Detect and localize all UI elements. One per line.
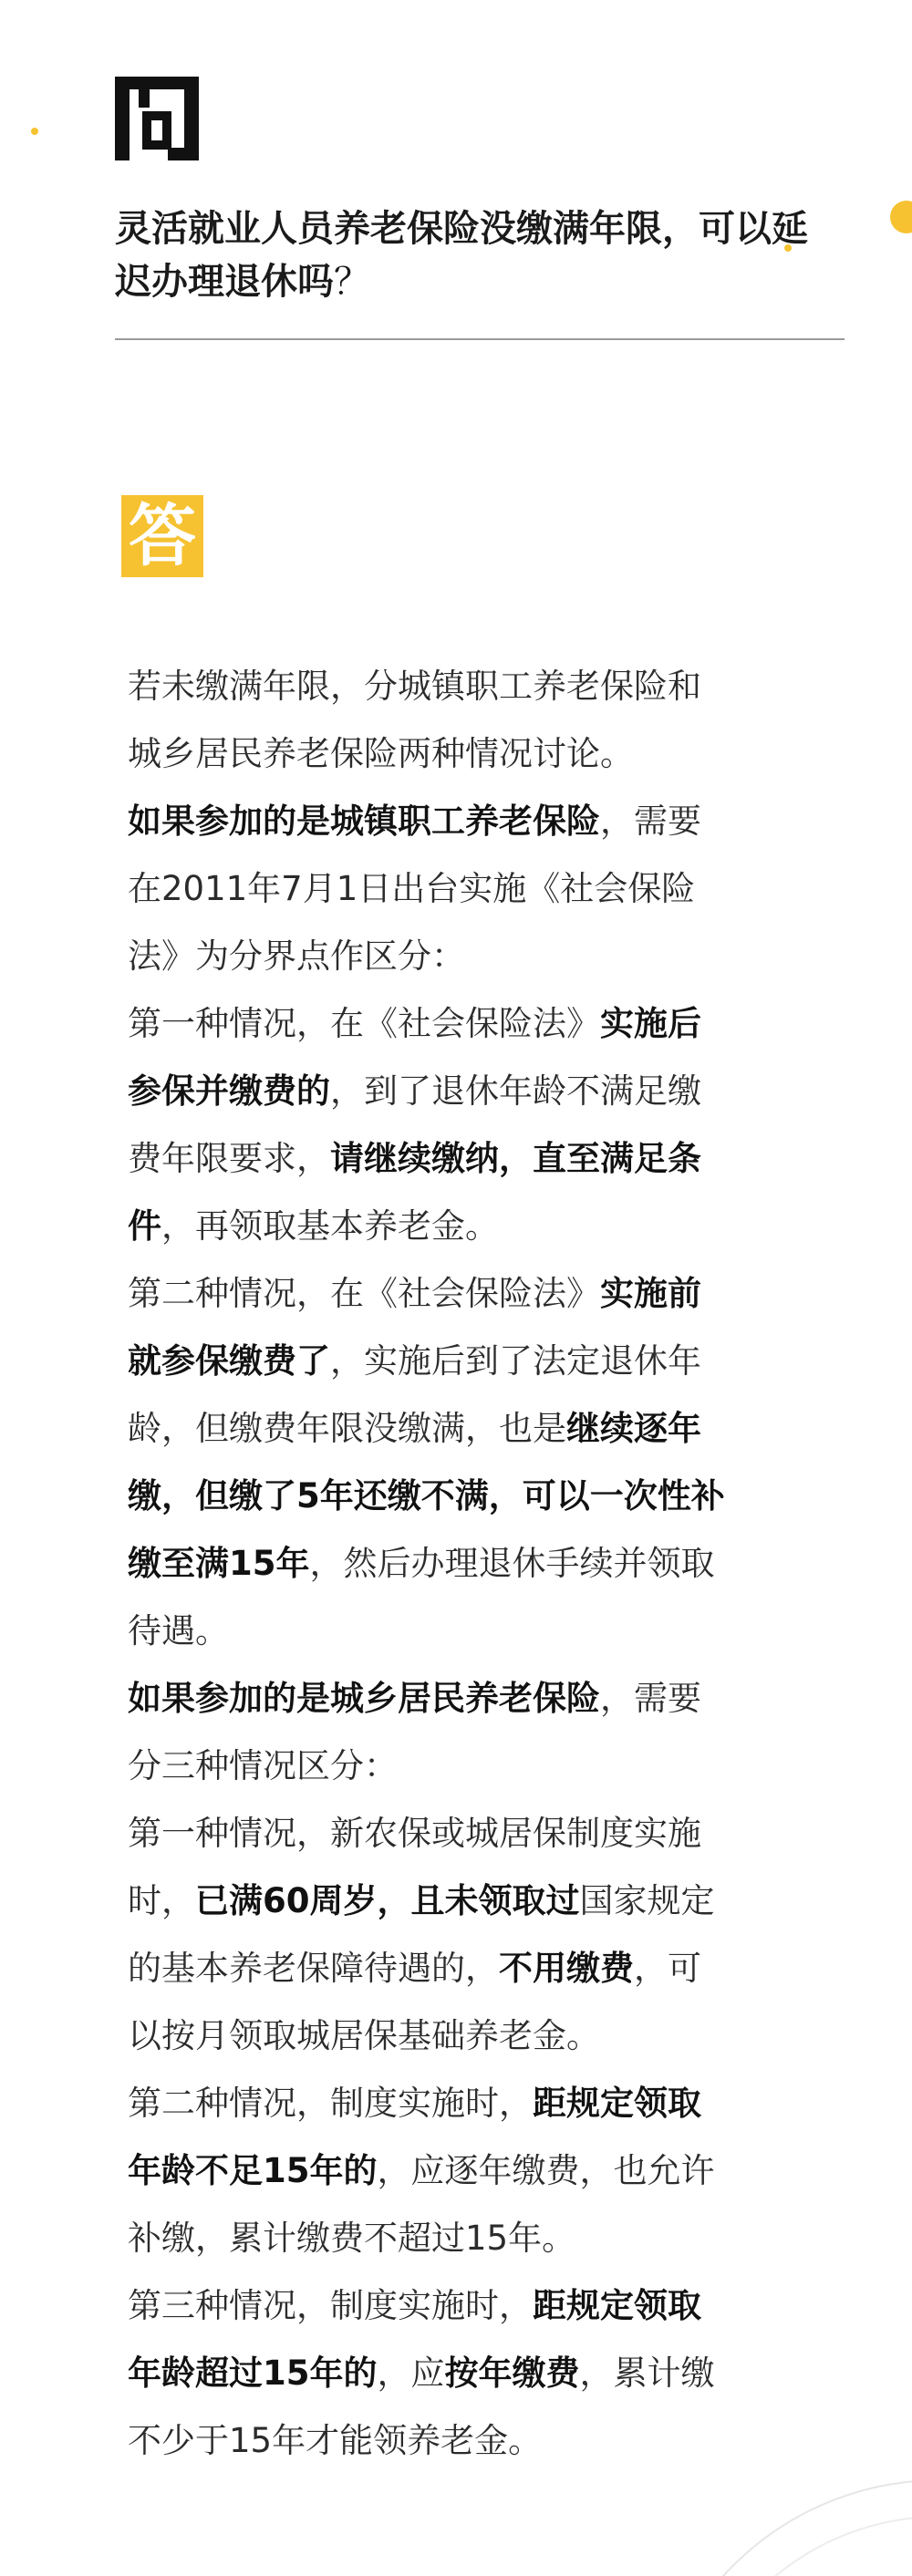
text-run: 第二种情况，制度实施时，	[128, 2084, 533, 2123]
bold-run: 不用缴费	[499, 1949, 634, 1988]
answer-badge: 答	[121, 495, 203, 577]
text-run: 第二种情况，在《社会保险法》	[128, 1274, 600, 1313]
text-run: 若未缴满年限，分城镇职工养老保险和城乡居民养老保险两种情况讨论。	[128, 667, 701, 773]
bold-run: 实施前就参保缴费了	[128, 1274, 701, 1381]
decor-dot	[31, 128, 38, 135]
text-run: ，再领取基本养老金。	[161, 1206, 499, 1246]
divider	[115, 338, 845, 340]
text-run: ，应逐年缴费，也允许补缴，累计缴费不超过15年。	[128, 2151, 715, 2258]
text-run: 第一种情况，在《社会保险法》	[128, 1004, 600, 1043]
answer-paragraph	[128, 788, 730, 990]
decor-dot	[890, 201, 912, 233]
text-run: ，应	[377, 2354, 445, 2393]
text-run: 第一种情况，新农保或城居保制度实施时，	[128, 1814, 701, 1920]
bold-run: 距规定领取年龄不足15年的	[128, 2084, 701, 2190]
text-run: ，需要在2011年7月1日出台实施《社会保险法》为分界点作区分：	[128, 802, 701, 976]
question-mark: ？	[334, 261, 370, 303]
question-title	[115, 202, 808, 308]
bold-run: 距规定领取年龄超过15年的	[128, 2286, 701, 2393]
bold-run: 已满60周岁，且未领取过	[195, 1881, 580, 1920]
text-run: ，然后办理退休手续并领取待遇。	[128, 1544, 715, 1650]
text-run: ，实施后到了法定退休年龄，但缴费年限没缴满，也是	[128, 1341, 701, 1448]
text-run: ，可以按月领取城居保基础养老金。	[128, 1949, 701, 2055]
text-run: ，需要分三种情况区分：	[128, 1679, 701, 1785]
question-text: 灵活就业人员养老保险没缴满年限，可以延迟办理退休吗	[115, 208, 808, 303]
bold-run: 如果参加的是城镇职工养老保险	[128, 802, 600, 841]
text-run: ，累计缴不少于15年才能领养老金。	[128, 2354, 715, 2460]
text-run: ，到了退休年龄不满足缴费年限要求，	[128, 1071, 701, 1178]
bold-run: 继续逐年缴，但缴了5年还缴不满，可以一次性补缴至满15年	[128, 1409, 725, 1583]
answer-paragraph	[128, 2070, 730, 2272]
answer-paragraph	[128, 1800, 730, 2070]
text-run: 第三种情况，制度实施时，	[128, 2286, 533, 2325]
bold-run: 按年缴费	[444, 2354, 580, 2393]
question-glyph-icon	[115, 77, 199, 160]
decor-arc	[638, 2407, 912, 2576]
answer-paragraph	[128, 653, 730, 788]
bold-run: 如果参加的是城乡居民养老保险	[128, 1679, 600, 1718]
answer-paragraph	[128, 990, 730, 1260]
text-run: 国家规定的基本养老保障待遇的，	[128, 1881, 715, 1988]
bold-run: 实施后参保并缴费的	[128, 1004, 701, 1111]
bold-run: 请继续缴纳，直至满足条件	[128, 1139, 701, 1246]
answer-paragraph	[128, 1665, 730, 1800]
answer-paragraph	[128, 1260, 730, 1665]
answer-body	[128, 653, 730, 2475]
